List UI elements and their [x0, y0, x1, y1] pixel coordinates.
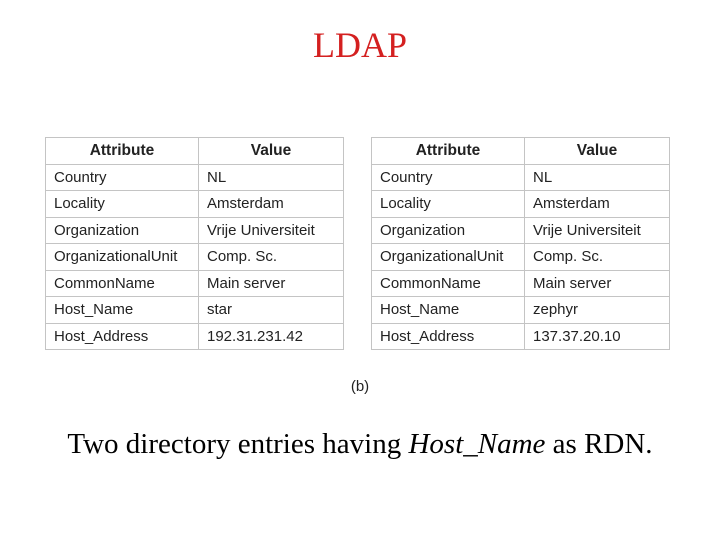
table-row	[46, 164, 344, 191]
column-header-attribute: Attribute	[372, 138, 525, 165]
value-cell: Vrije Universiteit	[199, 217, 344, 244]
table-row	[372, 191, 670, 218]
directory-entry-table-left	[45, 137, 344, 350]
value-cell: Main server	[199, 270, 344, 297]
table-row	[46, 297, 344, 324]
attribute-cell: OrganizationalUnit	[46, 244, 199, 271]
table-row	[46, 191, 344, 218]
table-row	[46, 323, 344, 350]
attribute-cell: Locality	[46, 191, 199, 218]
value-cell: NL	[525, 164, 670, 191]
table-row	[372, 244, 670, 271]
value-cell: Comp. Sc.	[199, 244, 344, 271]
value-cell: 192.31.231.42	[199, 323, 344, 350]
table-row	[372, 217, 670, 244]
value-cell: Main server	[525, 270, 670, 297]
column-header-value: Value	[525, 138, 670, 165]
value-cell: zephyr	[525, 297, 670, 324]
attribute-cell: Host_Name	[46, 297, 199, 324]
column-header-attribute: Attribute	[46, 138, 199, 165]
value-cell: Amsterdam	[525, 191, 670, 218]
caption-text-after: as RDN.	[545, 428, 653, 460]
attribute-cell: CommonName	[46, 270, 199, 297]
value-cell: Amsterdam	[199, 191, 344, 218]
table-row	[46, 244, 344, 271]
figure-label: (b)	[350, 378, 370, 395]
attribute-cell: Organization	[372, 217, 525, 244]
table-row	[46, 217, 344, 244]
caption-text-before: Two directory entries having	[67, 428, 409, 460]
attribute-cell: Host_Address	[46, 323, 199, 350]
value-cell: NL	[199, 164, 344, 191]
value-cell: Vrije Universiteit	[525, 217, 670, 244]
caption-emphasis: Host_Name	[408, 428, 546, 460]
attribute-cell: Host_Address	[372, 323, 525, 350]
table-header-row	[372, 138, 670, 165]
table-row	[372, 270, 670, 297]
attribute-cell: Country	[372, 164, 525, 191]
value-cell: Comp. Sc.	[525, 244, 670, 271]
attribute-cell: OrganizationalUnit	[372, 244, 525, 271]
attribute-cell: Host_Name	[372, 297, 525, 324]
attribute-cell: Country	[46, 164, 199, 191]
table-row	[372, 297, 670, 324]
attribute-cell: CommonName	[372, 270, 525, 297]
table-row	[372, 323, 670, 350]
table-header-row	[46, 138, 344, 165]
attribute-cell: Locality	[372, 191, 525, 218]
table-row	[372, 164, 670, 191]
table-row	[46, 270, 344, 297]
attribute-cell: Organization	[46, 217, 199, 244]
column-header-value: Value	[199, 138, 344, 165]
figure-caption	[0, 428, 720, 461]
page-title: LDAP	[312, 25, 407, 65]
value-cell: star	[199, 297, 344, 324]
directory-entry-table-right	[371, 137, 670, 350]
value-cell: 137.37.20.10	[525, 323, 670, 350]
